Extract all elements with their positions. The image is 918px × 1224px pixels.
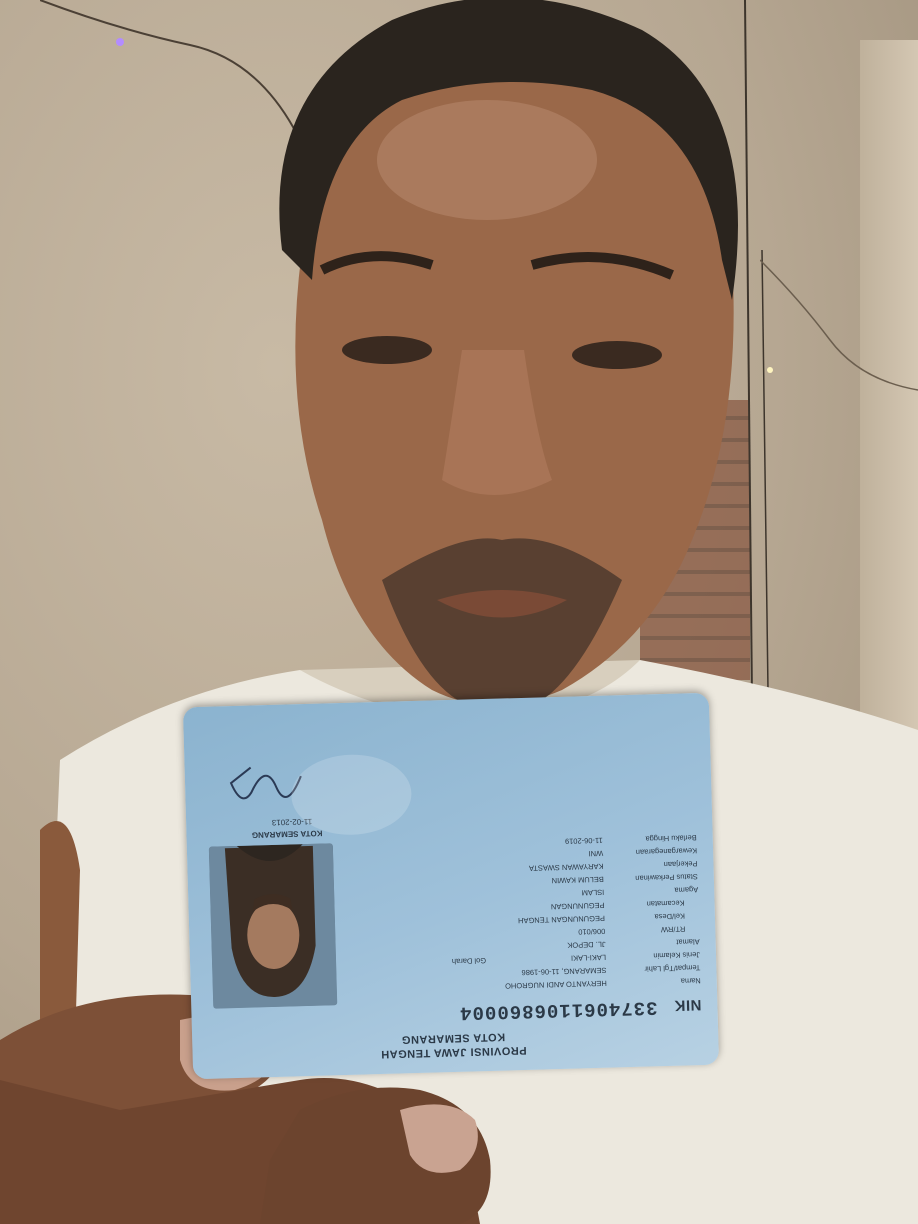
card-nik: 3374061106860004 [458, 996, 658, 1024]
field-value: HERYANTO ANDI NUGROHO [505, 978, 607, 991]
field-label: Kewarganegaraan [635, 846, 698, 857]
field-label: Nama [680, 976, 701, 986]
light-bulb [116, 38, 124, 46]
field-value: JL. DEPOK [567, 939, 606, 950]
blood-type-label: Gol Darah [451, 956, 487, 967]
field-value: LAKI-LAKI [570, 952, 607, 963]
string-lights-right [760, 240, 918, 420]
field-label: Berlaku Hingga [645, 833, 697, 844]
issue-city: KOTA SEMARANG [251, 828, 323, 840]
field-label: RT/RW [660, 924, 686, 935]
person-face [262, 0, 742, 720]
id-card [183, 693, 719, 1080]
field-value: 006/010 [578, 926, 606, 937]
card-nik-label: NIK [673, 996, 702, 1014]
field-label: Alamat [676, 937, 700, 947]
field-value: KARYAWAN SWASTA [528, 861, 604, 873]
field-value: PEGUNUNGAN [550, 900, 605, 912]
field-value: 11-06-2019 [564, 835, 603, 846]
field-label: Kel/Desa [654, 911, 686, 922]
field-value: SEMARANG, 11-06-1986 [521, 965, 607, 978]
id-photo [209, 843, 337, 1008]
field-label: Pekerjaan [663, 859, 698, 870]
field-label: Kecamatan [646, 898, 685, 909]
field-value: WNI [588, 848, 604, 859]
field-value: BELUM KAWIN [551, 874, 604, 886]
card-province: PROVINSI JAWA TENGAH [380, 1043, 527, 1061]
field-value: ISLAM [581, 887, 605, 898]
id-card-face [183, 693, 719, 1080]
index-finger [260, 1050, 500, 1224]
field-value: PEGUNUNGAN TENGAH [517, 913, 606, 926]
field-label: Status Perkawinan [635, 872, 698, 883]
card-city: KOTA SEMARANG [401, 1030, 506, 1046]
issue-date: 11-02-2013 [271, 816, 313, 827]
field-label: Tempat/Tgl Lahir [644, 963, 701, 974]
field-label: Jenis Kelamin [653, 950, 701, 961]
field-label: Agama [674, 885, 699, 895]
string-lights-left [40, 0, 300, 140]
